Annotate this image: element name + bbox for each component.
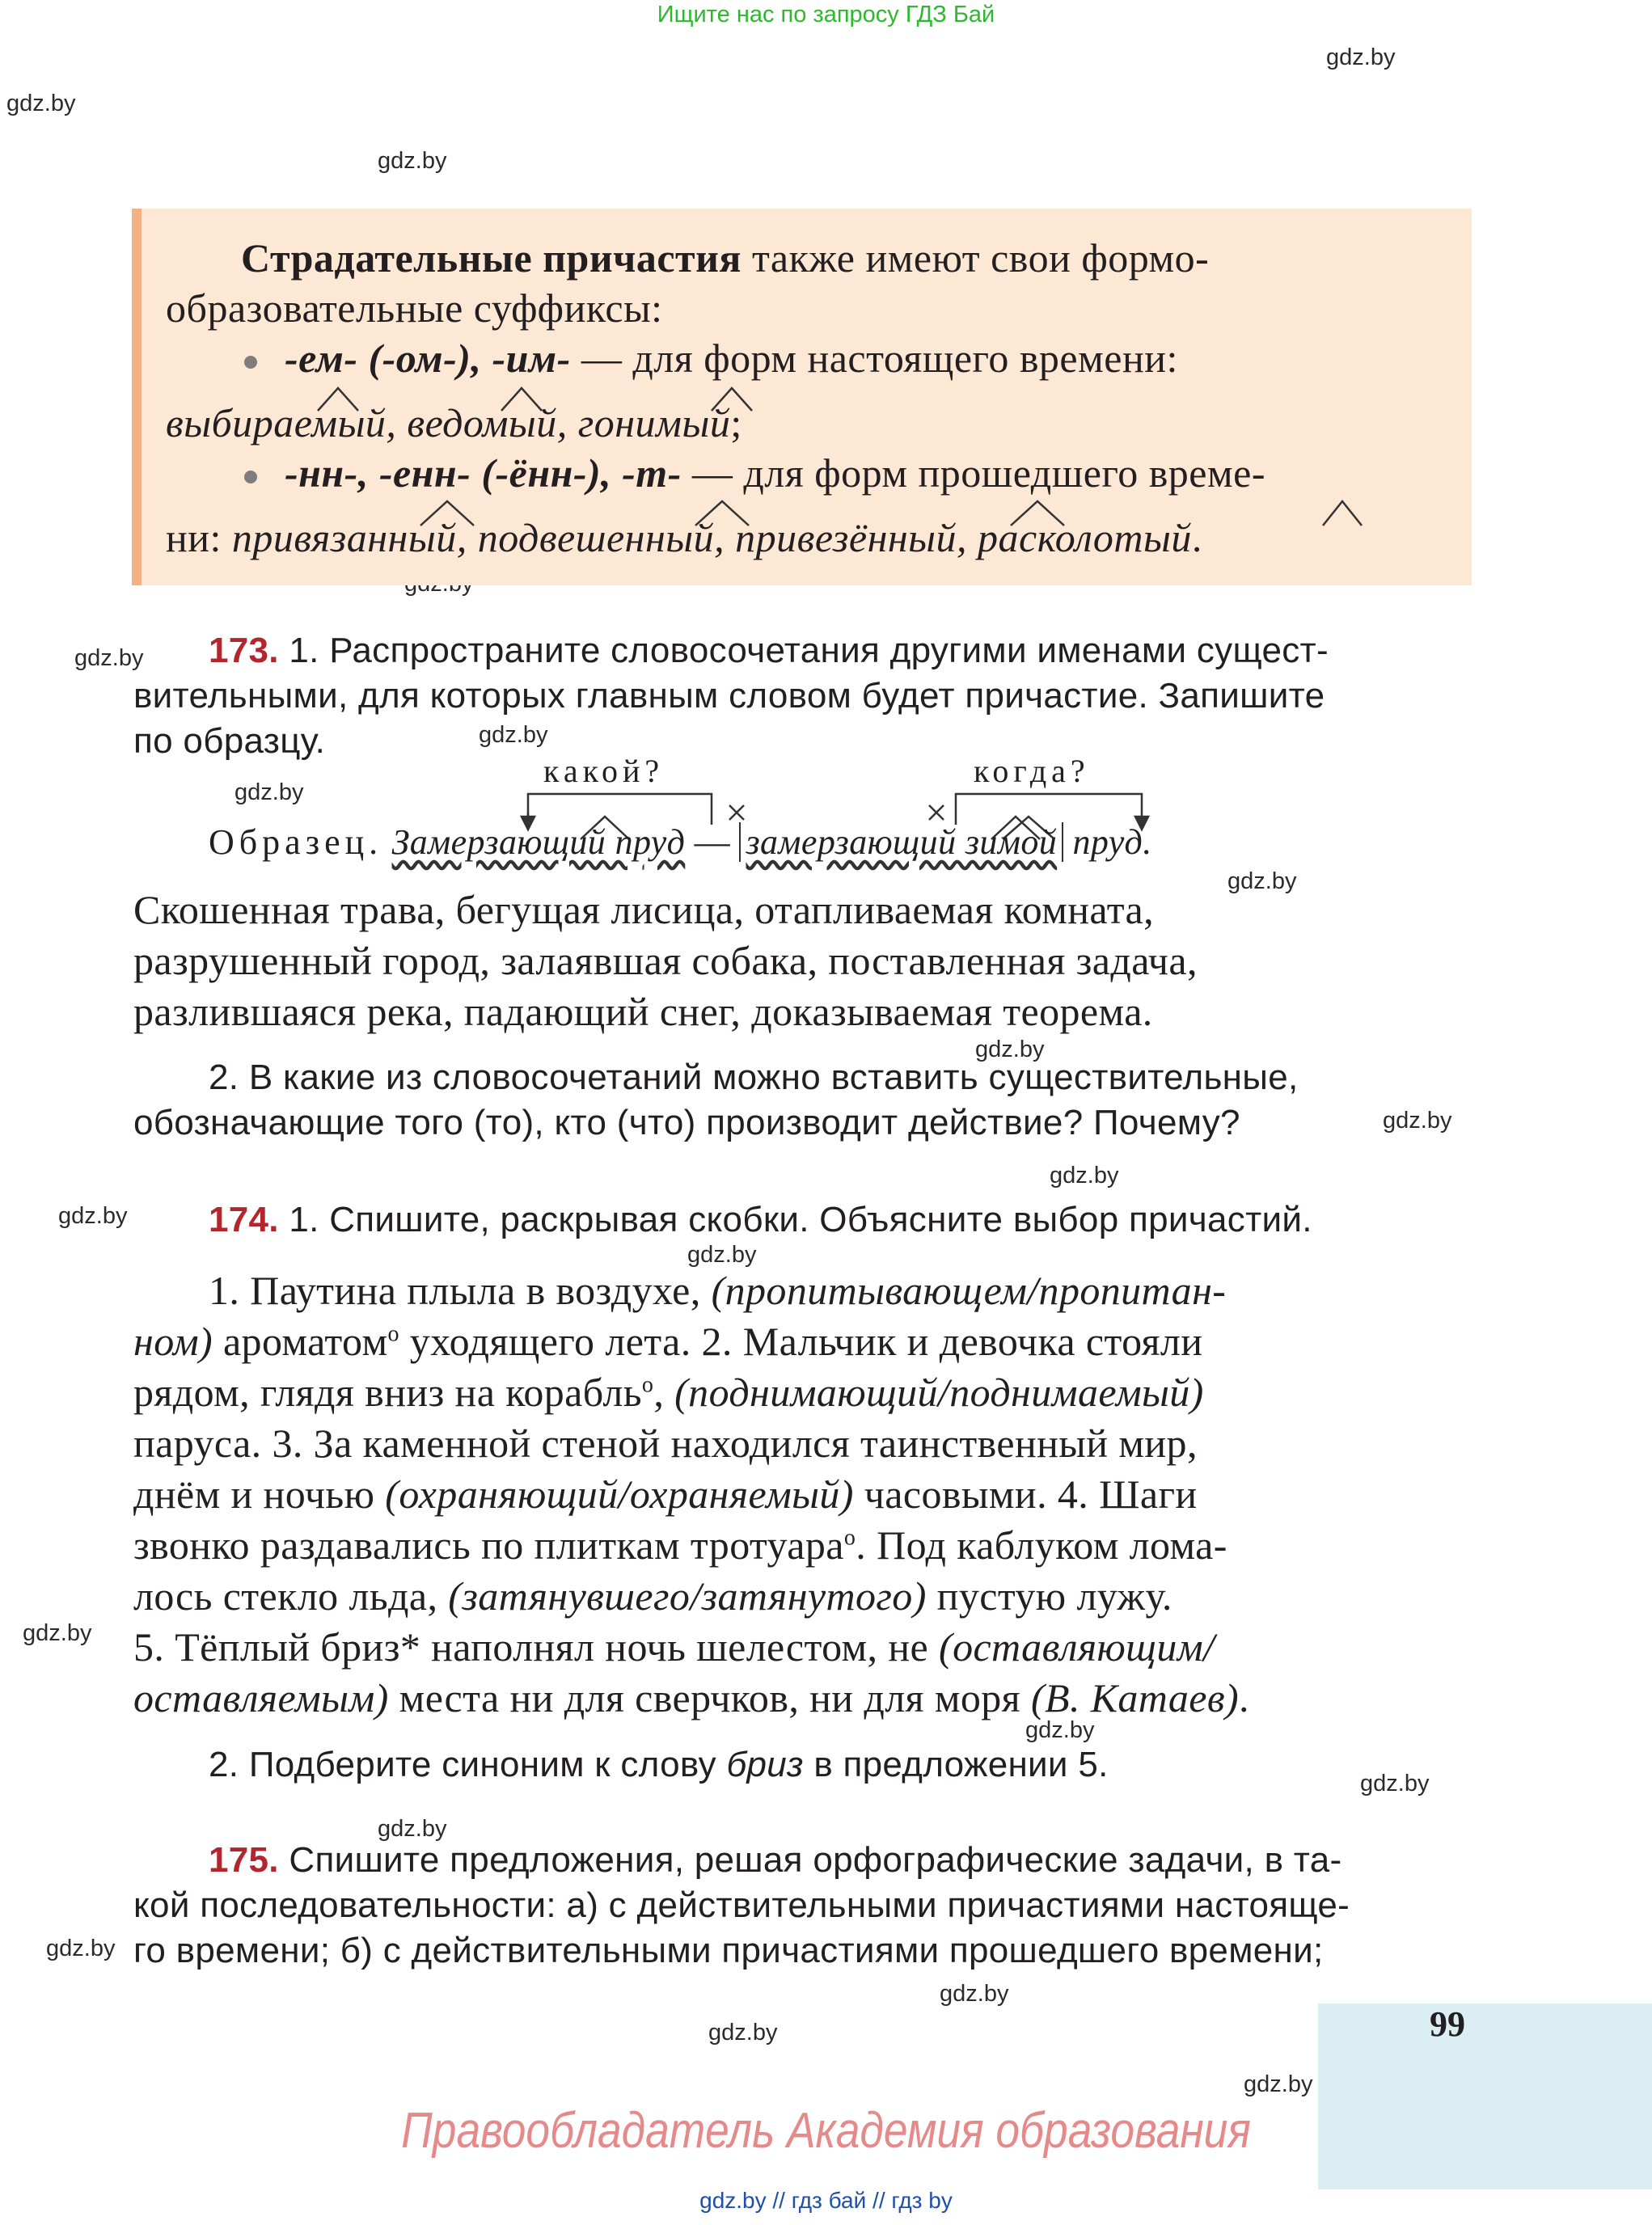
suffix-mark bbox=[420, 501, 474, 526]
suffix-mark bbox=[1323, 501, 1362, 526]
watermark: gdz.by bbox=[975, 1037, 1045, 1062]
suffix-mark bbox=[501, 388, 542, 411]
question-label: какой? bbox=[543, 753, 665, 789]
exercise-174-text: рядом, глядя вниз на корабль$^о$, (поднимающий/поднимаемый) bbox=[133, 1370, 1204, 1415]
exercise-174-text: 1. Паутина плыла в воздухе, (пропитывающем/пропитан- bbox=[209, 1268, 1227, 1313]
watermark: gdz.by bbox=[378, 1816, 447, 1842]
search-banner: Ищите нас по запросу ГДЗ Бай bbox=[657, 2, 995, 27]
watermark: gdz.by bbox=[479, 722, 548, 748]
watermark: gdz.by bbox=[687, 1242, 757, 1268]
rule-bullet: -нн-, -енн- (-ённ-), -т- — для форм прошедшего време- bbox=[285, 450, 1265, 496]
watermark: gdz.by bbox=[46, 1936, 116, 1961]
exercise-173-task: 173. 1. Распространите словосочетания другими именами сущест- bbox=[209, 631, 1329, 670]
exercise-173-text: разрушенный город, залаявшая собака, поставленная задача, bbox=[133, 938, 1198, 983]
question-label: когда? bbox=[974, 753, 1090, 789]
rule-line: образовательные суффиксы: bbox=[166, 285, 663, 331]
suffix-mark bbox=[318, 388, 358, 411]
sample-line: Образец. Замерзающий пруд — замерзающий зимой пруд. bbox=[209, 822, 1152, 862]
exercise-174-text: паруса. 3. За каменной стеной находился таинственный мир, bbox=[133, 1421, 1198, 1466]
watermark: gdz.by bbox=[6, 91, 76, 116]
suffix-mark bbox=[695, 501, 749, 526]
watermark: gdz.by bbox=[1227, 868, 1297, 894]
watermark: gdz.by bbox=[1383, 1108, 1452, 1134]
watermark: gdz.by bbox=[940, 1981, 1009, 2007]
watermark: gdz.by bbox=[58, 1203, 128, 1229]
watermark: gdz.by bbox=[1326, 44, 1396, 70]
exercise-174-text: днём и ночью (охраняющий/охраняемый) часовыми. 4. Шаги bbox=[133, 1471, 1198, 1517]
exercise-174-text: оставляемым) места ни для сверчков, ни для моря (В. Катаев). bbox=[133, 1675, 1249, 1720]
watermark: gdz.by bbox=[234, 779, 304, 805]
rule-examples: ни: привязанный, подвешенный, привезённый, расколотый. bbox=[166, 515, 1202, 560]
rule-line: Страдательные причастия также имеют свои формо- bbox=[241, 235, 1210, 281]
sample-diagram bbox=[0, 752, 1652, 889]
exercise-number: 173. bbox=[209, 631, 279, 670]
exercise-173-text: Скошенная трава, бегущая лисица, отапливаемая комната, bbox=[133, 887, 1155, 932]
exercise-175-task: 175. Спишите предложения, решая орфографические задачи, в та- bbox=[209, 1840, 1342, 1880]
exercise-174-text: 5. Тёплый бриз* наполнял ночь шелестом, не (оставляющим/ bbox=[133, 1624, 1215, 1670]
suffix-marks bbox=[0, 0, 1652, 614]
watermark: gdz.by bbox=[1244, 2071, 1313, 2097]
exercise-174-text: лось стекло льда, (затянувшего/затянутого) пустую лужу. bbox=[133, 1573, 1172, 1619]
exercise-174-text: звонко раздавались по плиткам тротуара$^о$. Под каблуком лома- bbox=[133, 1522, 1227, 1568]
exercise-number: 175. bbox=[209, 1840, 279, 1880]
rule-examples: выбираемый, ведомый, гонимый; bbox=[166, 400, 742, 445]
watermark: gdz.by bbox=[1050, 1163, 1119, 1188]
rule-bullet: -ем- (-ом-), -им- — для форм настоящего времени: bbox=[285, 336, 1178, 381]
exercise-174-text: ном) ароматом$^о$ уходящего лета. 2. Мальчик и девочка стояли bbox=[133, 1319, 1203, 1364]
exercise-number: 174. bbox=[209, 1200, 279, 1239]
watermark: gdz.by bbox=[708, 2020, 778, 2046]
page-number: 99 bbox=[1430, 2004, 1465, 2044]
watermark: gdz.by bbox=[23, 1620, 92, 1646]
exercise-175-task: го времени; б) с действительными причастиями прошедшего времени; bbox=[133, 1931, 1324, 1970]
footer-links[interactable]: gdz.by // гдз бай // гдз by bbox=[699, 2188, 953, 2213]
exercise-173-task: вительными, для которых главным словом будет причастие. Запишите bbox=[133, 676, 1325, 716]
exercise-175-task: кой последовательности: а) с действительными причастиями настояще- bbox=[133, 1885, 1350, 1925]
watermark: gdz.by bbox=[1360, 1771, 1430, 1796]
watermark: gdz.by bbox=[378, 148, 447, 174]
exercise-173-text: разлившаяся река, падающий снег, доказываемая теорема. bbox=[133, 989, 1153, 1034]
watermark: gdz.by bbox=[74, 645, 144, 671]
copyright-notice: Правообладатель Академия образования bbox=[401, 2103, 1251, 2159]
exercise-173-task2: 2. В какие из словосочетаний можно вставить существительные, bbox=[209, 1058, 1299, 1097]
exercise-173-task: по образцу. bbox=[133, 721, 326, 761]
watermark: gdz.by bbox=[1025, 1717, 1095, 1743]
suffix-mark bbox=[712, 388, 752, 411]
suffix-mark bbox=[1011, 501, 1064, 526]
exercise-173-task2: обозначающие того (то), кто (что) производит действие? Почему? bbox=[133, 1103, 1240, 1142]
exercise-174-task2: 2. Подберите синоним к слову бриз в предложении 5. bbox=[209, 1745, 1109, 1784]
exercise-174-task: 174. 1. Спишите, раскрывая скобки. Объясните выбор причастий. bbox=[209, 1200, 1312, 1239]
